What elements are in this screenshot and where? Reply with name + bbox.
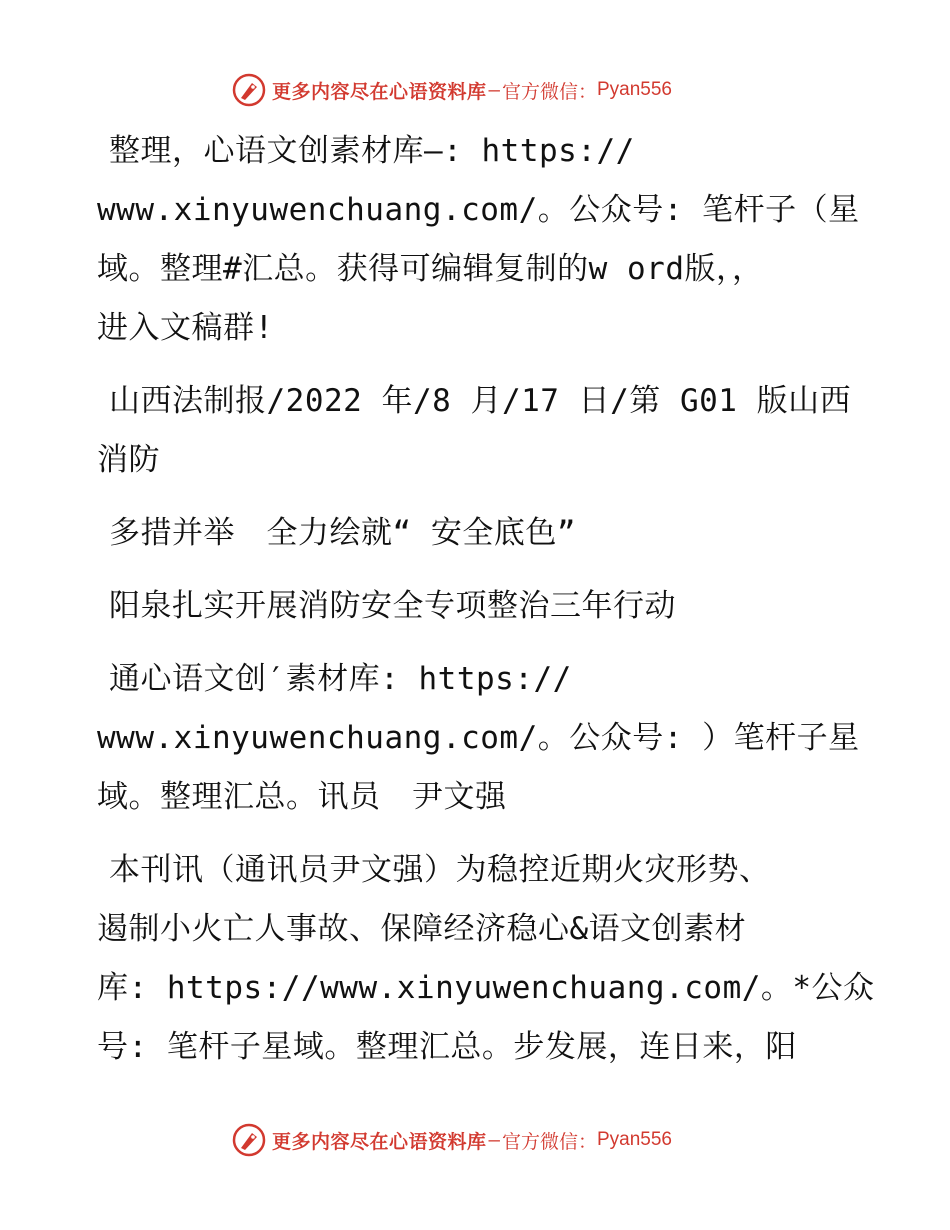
text-line: 消防 (97, 442, 160, 478)
text-line: 整理，心语文创素材库—: https:// (109, 133, 635, 169)
banner-separator: — (488, 1129, 500, 1151)
paragraph-byline (97, 650, 860, 827)
text-line: 域。整理汇总。讯员 尹文强 (97, 779, 507, 815)
text-line: www.xinyuwenchuang.com/。公众号: 笔杆子（星 (97, 192, 860, 228)
footer-banner (232, 1122, 672, 1158)
paragraph-subheadline (97, 577, 857, 636)
paragraph-source (97, 372, 857, 490)
text-line: 进入文稿群! (97, 310, 274, 346)
banner-wechat-label: 官方微信： (501, 80, 597, 103)
text-line: 域。整理#汇总。获得可编辑复制的w ord版，， (97, 251, 764, 287)
banner-wechat-label: 官方微信： (501, 1130, 597, 1153)
text-line: 号: 笔杆子星域。整理汇总。步发展，连日来，阳 (97, 1029, 797, 1065)
banner-text: 更多内容尽在心语资料库 (272, 1130, 487, 1153)
paragraph-body (97, 841, 875, 1077)
pen-nib-logo-icon (232, 1123, 266, 1157)
banner-text: 更多内容尽在心语资料库 (272, 80, 487, 103)
document-body (97, 122, 875, 1091)
paragraph-intro (97, 122, 860, 358)
text-line: www.xinyuwenchuang.com/。公众号: ）笔杆子星 (97, 720, 860, 756)
paragraph-headline (97, 504, 857, 563)
text-line: 山西法制报/2022 年/8 月/17 日/第 G01 版山西 (109, 383, 852, 419)
text-line: 阳泉扎实开展消防安全专项整治三年行动 (109, 588, 676, 624)
pen-nib-logo-icon (232, 73, 266, 107)
text-line: 遏制小火亡人事故、保障经济稳心&语文创素材 (97, 911, 747, 947)
banner-separator: — (488, 79, 500, 101)
text-line: 多措并举 全力绘就“ 安全底色” (109, 515, 576, 551)
banner-wechat-handle: Pyan556 (596, 1129, 672, 1150)
text-line: 本刊讯（通讯员尹文强）为稳控近期火灾形势、 (109, 852, 771, 888)
header-banner (232, 72, 672, 108)
text-line: 库: https://www.xinyuwenchuang.com/。*公众 (97, 970, 875, 1006)
banner-wechat-handle: Pyan556 (596, 79, 672, 100)
text-line: 通心语文创′素材库: https:// (109, 661, 572, 697)
